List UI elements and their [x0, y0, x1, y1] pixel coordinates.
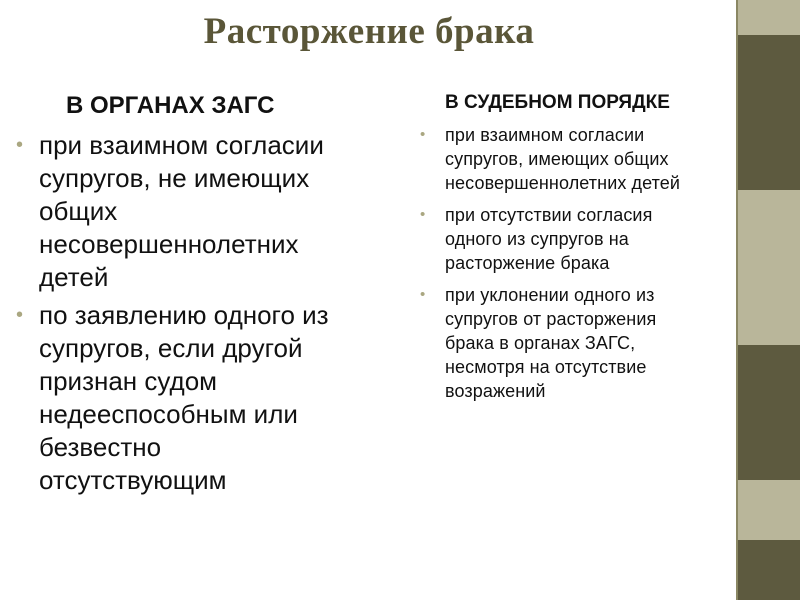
left-column-heading: В ОРГАНАХ ЗАГС [66, 92, 275, 119]
bullet-line: расторжение брака [445, 253, 610, 273]
bullet-icon: • [420, 286, 426, 303]
bullet-icon: • [16, 134, 24, 156]
decorative-strip-block [738, 190, 800, 345]
bullet-line: безвестно [39, 432, 162, 462]
right-column-heading: В СУДЕБНОМ ПОРЯДКЕ [445, 92, 670, 113]
bullet-line: недееспособным или [39, 399, 298, 429]
bullet-item [420, 283, 740, 403]
bullet-line: при взаимном согласии [445, 125, 645, 145]
bullet-item [16, 129, 391, 294]
bullet-item [420, 203, 740, 275]
bullet-line: при взаимном согласии [39, 130, 324, 160]
left-bullet-list [16, 129, 391, 497]
right-column [420, 91, 740, 411]
decorative-strip-block [738, 0, 800, 35]
decorative-strip-block [738, 480, 800, 540]
bullet-line: несовершеннолетних детей [445, 173, 681, 193]
bullet-icon: • [16, 304, 24, 326]
bullet-line: несовершеннолетних [39, 229, 299, 259]
bullet-line: признан судом [39, 366, 218, 396]
bullet-line: возражений [445, 381, 546, 401]
bullet-line: одного из супругов на [445, 229, 629, 249]
bullet-icon: • [420, 206, 426, 223]
bullet-line: супругов от расторжения [445, 309, 657, 329]
bullet-line: при уклонении одного из [445, 285, 655, 305]
slide-title: Расторжение брака [203, 11, 535, 52]
bullet-line: супругов, имеющих общих [445, 149, 669, 169]
left-column [16, 91, 391, 502]
bullet-line: отсутствующим [39, 465, 227, 495]
bullet-line: супругов, не имеющих [39, 163, 310, 193]
bullet-line: несмотря на отсутствие [445, 357, 647, 377]
bullet-item [420, 123, 740, 195]
bullet-line: по заявлению одного из [39, 300, 329, 330]
bullet-line: при отсутствии согласия [445, 205, 653, 225]
bullet-item [16, 299, 391, 497]
bullet-line: общих [39, 196, 118, 226]
bullet-line: брака в органах ЗАГС, [445, 333, 636, 353]
bullet-icon: • [420, 126, 426, 143]
bullet-line: детей [39, 262, 109, 292]
bullet-line: супругов, если другой [39, 333, 303, 363]
right-bullet-list [420, 123, 740, 403]
